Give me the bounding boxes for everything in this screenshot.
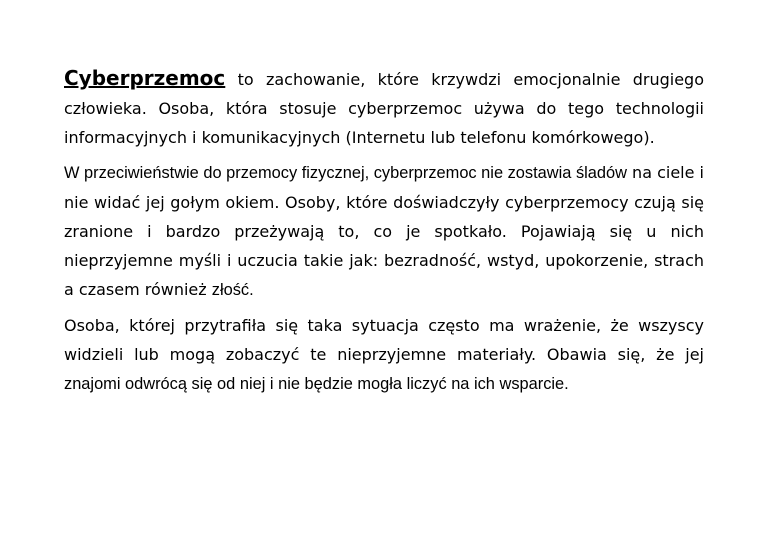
victim-text: Osoba, której przytrafiła się taka sytuacja często ma wrażenie, że wszyscy widzieli lub mogą zobaczyć te nieprzyjemne materiały. Obawia się, że jej	[64, 316, 704, 364]
victim-last-line: znajomi odwrócą się od niej i nie będzie mogła liczyć na ich wsparcie.	[64, 375, 569, 393]
paragraph-definition	[64, 64, 704, 152]
effects-text: na ciele i nie widać jej gołym okiem. Osoby, które doświadczyły cyberprzemocy czują się zranione i bardzo przeżywają to, co je spotkało. Pojawiają się u nich nieprzyjemne myśli i uczucia takie jak: bezradność, wstyd, upokorzenie, strach a czasem również	[64, 163, 704, 299]
effects-last-word: złość.	[211, 281, 254, 299]
paragraph-effects	[64, 158, 704, 305]
term-cyberprzemoc: Cyberprzemoc	[64, 66, 226, 90]
effects-first-line: W przeciwieństwie do przemocy fizycznej, cyberprzemoc nie zostawia śladów	[64, 164, 627, 182]
document-page	[64, 64, 704, 399]
paragraph-victim	[64, 311, 704, 399]
definition-text: to zachowanie, które krzywdzi emocjonalnie drugiego człowieka. Osoba, która stosuje cyberprzemoc używa do tego technologii informacyjnych i komunikacyjnych (Internetu lub telefonu komórkowego).	[64, 70, 704, 147]
